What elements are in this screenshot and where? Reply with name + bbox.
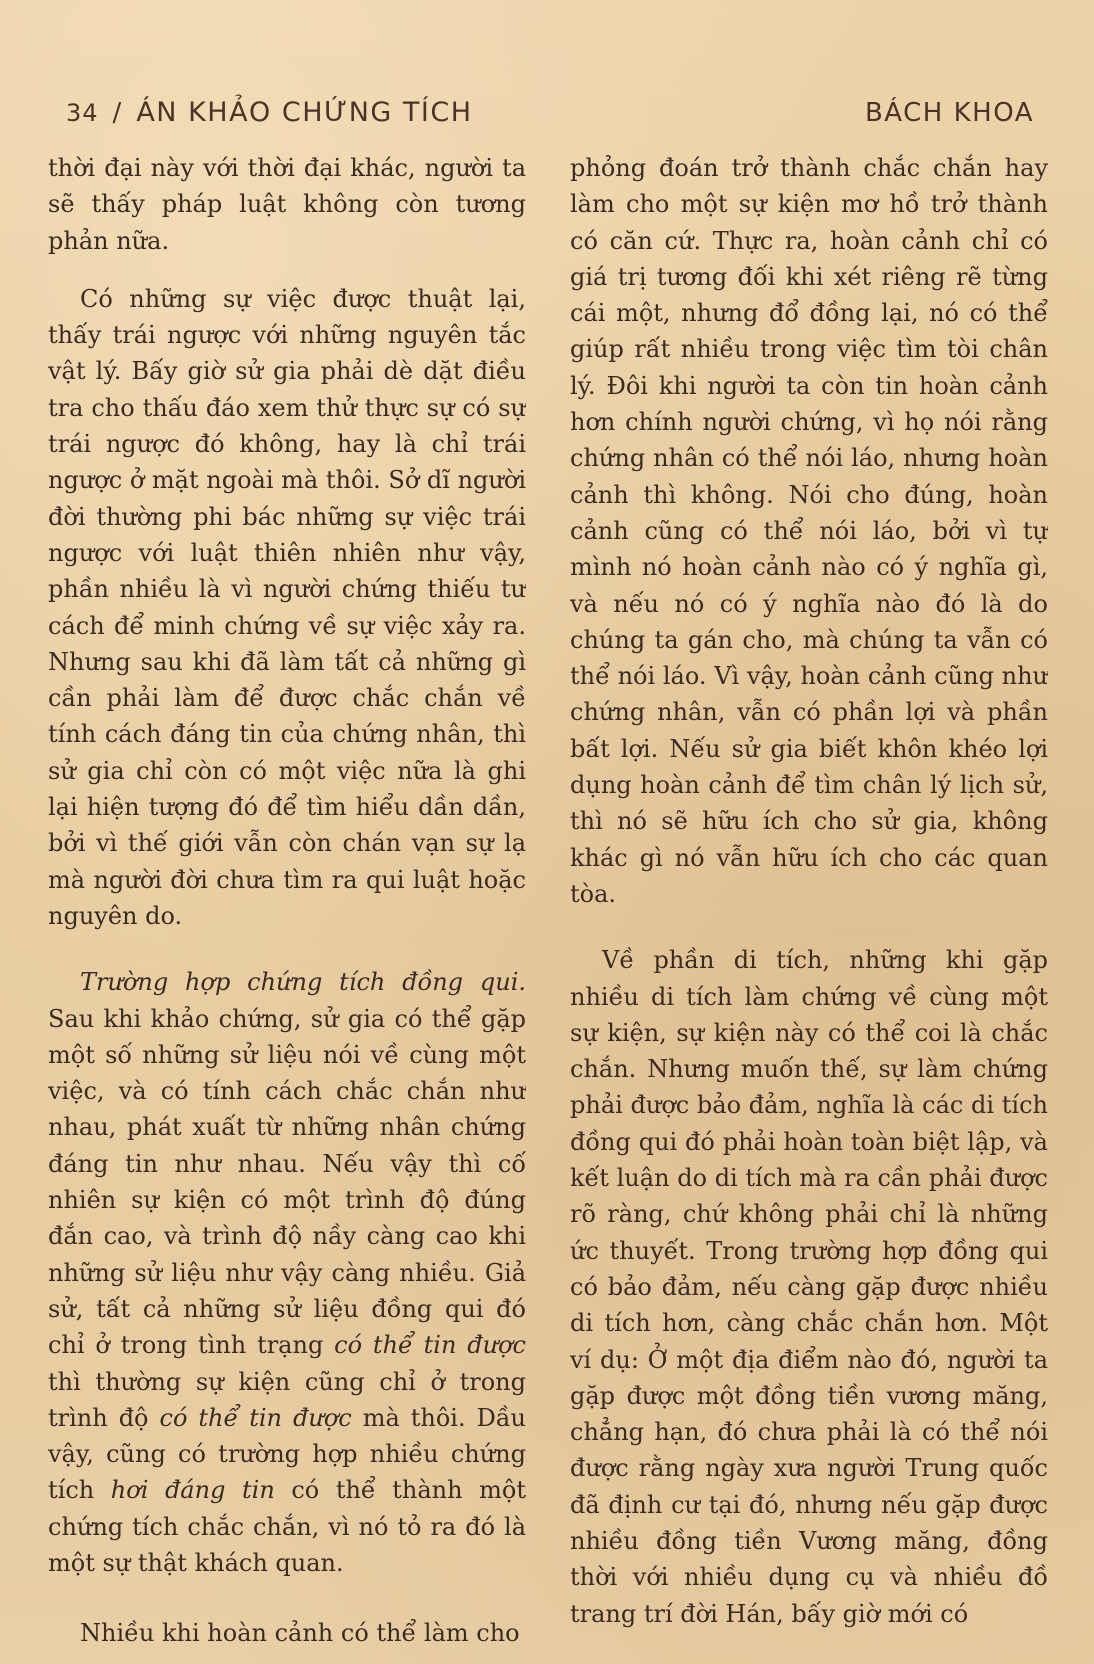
paragraph: thời đại này với thời đại khác, người ta sẽ thấy pháp luật không còn tương phản nữa.	[48, 154, 526, 255]
right-column	[570, 150, 1048, 1650]
paragraph: phỏng đoán trở thành chắc chắn hay làm cho một sự kiện mơ hồ trở thành có căn cứ. Thực ra, hoàn cảnh chỉ có giá trị tương đối khi xét riêng rẽ từng cái một, nhưng đổ đồng lại, nó có thể giúp rất nhiều trong việc tìm tòi chân lý. Đôi khi người ta còn tin hoàn cảnh hơn chính người chứng, vì họ nói rằng chứng nhân có thể nói láo, nhưng hoàn cảnh thì không. Nói cho đúng, hoàn cảnh cũng có thể nói láo, bởi vì tự mình nó hoàn cảnh nào có ý nghĩa gì, và nếu nó có ý nghĩa nào đó là do chúng ta gán cho, mà chúng ta vẫn có thể nói láo. Vì vậy, hoàn cảnh cũng như chứng nhân, vẫn có phần lợi và phần bất lợi. Nếu sử gia biết khôn khéo lợi dụng hoàn cảnh để tìm chân lý lịch sử, thì nó sẽ hữu ích cho sử gia, không khác gì nó vẫn hữu ích cho các quan tòa.	[570, 154, 1048, 908]
header-left	[66, 97, 473, 128]
running-title: ÁN KHẢO CHỨNG TÍCH	[136, 97, 473, 128]
paragraph: Về phần di tích, những khi gặp nhiều di tích làm chứng về cùng một sự kiện, sự kiện này có thể coi là chắc chắn. Nhưng muốn thế, sự làm chứng phải được bảo đảm, nghĩa là các di tích đồng qui đó phải hoàn toàn biệt lập, và kết luận do di tích mà ra cần phải được rõ ràng, chứ không phải chỉ là những ức thuyết. Trong trường hợp đồng qui có bảo đảm, nếu càng gặp được nhiều di tích hơn, càng chắc chắn hơn. Một ví dụ: Ở một địa điểm nào đó, người ta gặp được một đồng tiền vương măng, chẳng hạn, đó chưa phải là có thể nói được rằng ngày xưa người Trung quốc đã định cư tại đó, nhưng nếu gặp được nhiều đồng tiền Vương măng, đồng thời với nhiều dụng cụ và nhiều đồ trang trí đời Hán, bấy giờ mới có	[570, 946, 1048, 1628]
page-number: 34	[66, 99, 99, 127]
section-lead-italic: Trường hợp chứng tích đồng qui.	[80, 968, 526, 997]
article-body	[48, 150, 1048, 1650]
journal-name: BÁCH KHOA	[864, 98, 1034, 128]
running-header	[66, 72, 1034, 128]
paragraph-convergent-evidence: Trường hợp chứng tích đồng qui. Sau khi khảo chứng, sử gia có thể gặp một số những sử liệu nói về cùng một việc, và có tính cách chắc chắn như nhau, phát xuất từ những nhân chứng đáng tin như nhau. Nếu vậy thì cố nhiên sự kiện có một trình độ đúng đắn cao, và trình độ nầy càng cao khi những sử liệu như vậy càng nhiều. Giả sử, tất cả những sử liệu đồng qui đó chỉ ở trong tình trạng có thể tin được thì thường sự kiện cũng chỉ ở trong trình độ có thể tin được mà thôi. Dầu vậy, cũng có trường hợp nhiều chứng tích hơi đáng tin có thể thành một chứng tích chắc chắn, vì nó tỏ ra đó là một sự thật khách quan.	[48, 968, 526, 1577]
paragraph: Nhiều khi hoàn cảnh có thể làm cho	[80, 1619, 520, 1648]
left-column	[48, 150, 526, 1650]
paragraph: Có những sự việc được thuật lại, thấy trái ngược với những nguyên tắc vật lý. Bấy giờ sử gia phải dè dặt điều tra cho thấu đáo xem thử thực sự có sự trái ngược đó không, hay là chỉ trái ngược ở mặt ngoài mà thôi. Sở dĩ người đời thường phi bác những sự việc trái ngược với luật thiên nhiên như vậy, phần nhiều là vì người chứng thiếu tư cách để minh chứng về sự việc xảy ra. Nhưng sau khi đã làm tất cả những gì cần phải làm để được chắc chắn về tính cách đáng tin của chứng nhân, thì sử gia chỉ còn có một việc nữa là ghi lại hiện tượng đó để tìm hiểu dần dần, bởi vì thế giới vẫn còn chán vạn sự lạ mà người đời chưa tìm ra qui luật hoặc nguyên do.	[48, 284, 526, 930]
header-separator: /	[112, 98, 123, 128]
